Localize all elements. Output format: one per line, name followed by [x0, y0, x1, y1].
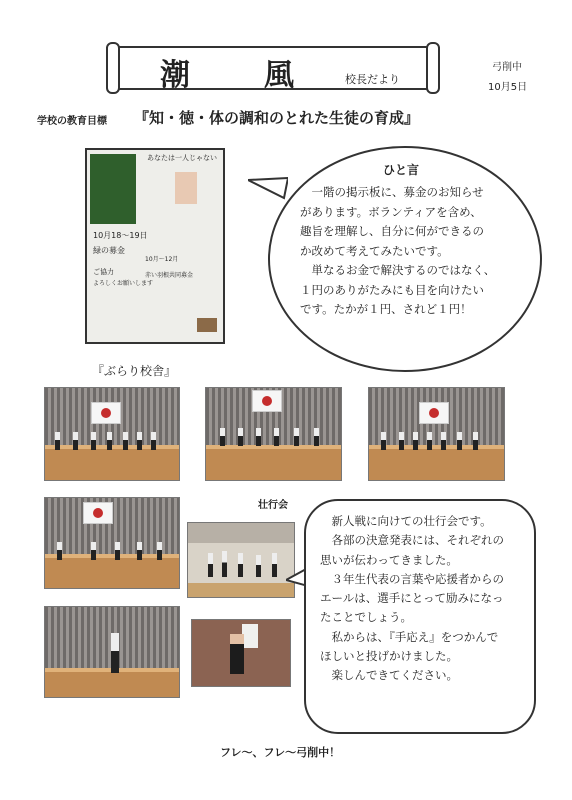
handwritten-note-2: 緑の募金	[93, 246, 125, 255]
bulletin-board-photo	[85, 148, 225, 344]
flag-icon	[252, 390, 282, 412]
handwritten-note-1: 10月18～19日	[93, 231, 148, 240]
rally-line: 私からは、『手応え』をつかんで	[331, 629, 499, 644]
rally-line: 思いが伝わってきました。	[320, 552, 458, 567]
green-fund-poster	[90, 154, 136, 224]
poster-photo	[175, 172, 197, 204]
newsletter-title: 潮 風	[160, 58, 316, 93]
stage-photo-3	[368, 387, 505, 481]
goal-text: 『知・徳・体の調和のとれた生徒の育成』	[134, 109, 420, 127]
rally-line: たことでしょう。	[320, 610, 412, 625]
hitokoto-line: があります。ボランティアを含め、	[300, 204, 482, 219]
hitokoto-line: 一階の掲示板に、募金のお知らせ	[311, 185, 484, 199]
stage-photo-2	[205, 387, 342, 481]
hitokoto-text	[300, 183, 510, 320]
goal-label: 学校の教育目標	[37, 116, 107, 127]
hitokoto-line: １円のありがたみにも目を向けたい	[300, 282, 484, 297]
flag-icon	[419, 402, 449, 424]
handwritten-note-4: よろしくお願いします	[93, 280, 154, 287]
rally-line: 新人戦に向けての壮行会です。	[331, 514, 492, 528]
hitokoto-line: 趣旨を理解し、自分に何ができるの	[300, 224, 484, 238]
flag-icon	[83, 502, 113, 524]
red-feather-note-1: 10月～12月	[145, 256, 179, 263]
rally-line: 各部の決意発表には、それぞれの	[331, 533, 504, 548]
newsletter-subtitle: 校長だより	[345, 73, 400, 86]
rally-text	[320, 512, 525, 686]
hitokoto-line: 単なるお金で解決するのではなく、	[311, 263, 496, 277]
rally-line: ほしいと投げかけました。	[320, 649, 458, 664]
red-feather-note-2: 赤い羽根共同募金	[145, 272, 194, 279]
board-box	[197, 318, 217, 332]
gym-photo	[187, 522, 295, 598]
hitokoto-line: です。たかが１円、されど１円！	[300, 302, 472, 316]
issue-date: 10月5日	[488, 82, 528, 93]
flag-icon	[91, 402, 121, 424]
stage-photo-4	[44, 497, 180, 589]
rally-title: 壮行会	[258, 500, 288, 511]
stage-photo-5	[44, 606, 180, 698]
bubble-tail-1	[248, 170, 288, 200]
rally-line: エールは、選手にとって励みになっ	[320, 591, 504, 606]
poster-heading: あなたは一人じゃない	[147, 154, 217, 162]
rally-line: 楽しんできてください。	[331, 668, 458, 683]
hitokoto-title: ひと言	[383, 163, 420, 177]
school-name: 弓削中	[492, 62, 522, 73]
closing-cheer: フレ～、フレ～弓削中！	[220, 746, 341, 759]
rally-line: ３年生代表の言葉や応援者からの	[331, 571, 504, 586]
handwritten-note-3: ご協力	[93, 268, 114, 276]
section-title: 『ぶらり校舎』	[92, 364, 177, 378]
speaker-photo	[191, 619, 291, 687]
stage-photo-1	[44, 387, 180, 481]
hitokoto-line: か改めて考えてみたいです。	[300, 243, 449, 258]
